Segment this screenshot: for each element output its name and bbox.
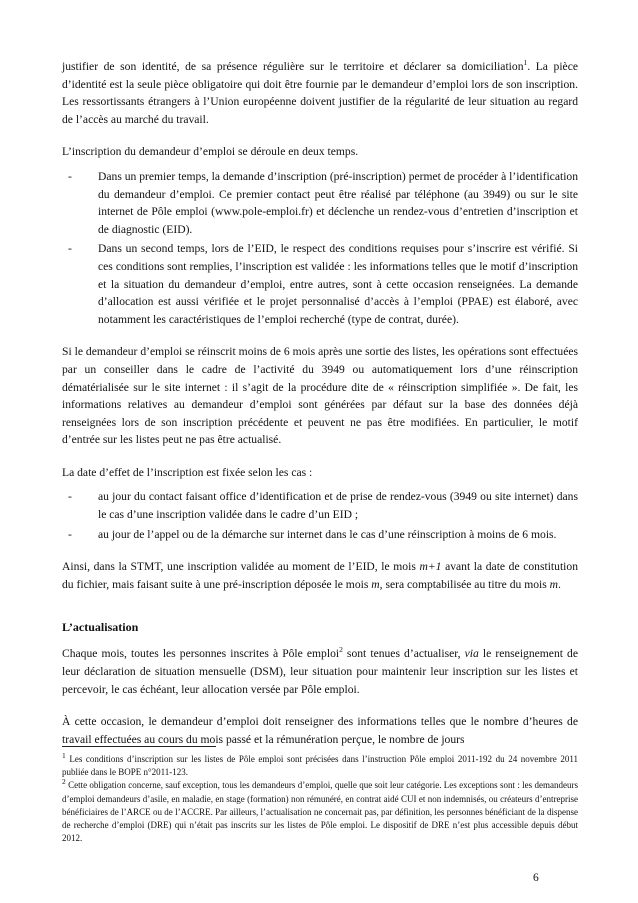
dash-bullet: - — [68, 490, 72, 504]
footnote-text: Cette obligation concerne, sauf exception, tous les demandeurs d’emploi, quelle que soit leur catégorie. Les exceptions sont : les demandeurs d’emploi demandeurs d’asile, en maladie, en stage (formation) non rémunéré, en contrat aidé CUI et non indemnisés, ou créateurs d’entreprise bénéficiaires de l’ARCE ou de l’ACCRE. Par ailleurs, l’actualisation ne concernait pas, par définition, les personnes bénéficiant de la dispense de recherche d’emploi (DRE) qui n’était pas inscrits sur les listes de Pôle emploi. Le dispositif de DRE n’est plus accessible depuis début 2012. — [62, 780, 578, 844]
footnote-2 — [62, 779, 578, 845]
italic-term: via — [464, 647, 479, 661]
list-item — [62, 526, 578, 544]
footnote-ref-2: 2 — [339, 645, 343, 655]
inscription-steps-list — [62, 168, 578, 328]
footnote-separator — [62, 746, 216, 747]
list-item — [62, 488, 578, 523]
paragraph-text: justifier de son identité, de sa présence régulière sur le territoire et déclarer sa domiciliation — [62, 60, 524, 73]
list-item-text: au jour du contact faisant office d’identification et de prise de rendez-vous (3949 ou site internet) dans le cas d’une inscription validée dans le cadre d’un EID ; — [98, 490, 578, 522]
footnote-ref-1: 1 — [523, 58, 528, 68]
list-item-text: Dans un premier temps, la demande d’inscription (pré-inscription) permet de procéder à l’identification du demandeur d’emploi. Ce premier contact peut être réalisé par téléphone (au 3949) ou sur le site internet de Pôle emploi (www.pole-emploi.fr) et déclenche un rendez-vous d’entretien d’inscription et de diagnostic (EID). — [98, 169, 579, 236]
paragraph-text: avant la date de constitution du fichier, mais faisant suite à une pré-inscription déposée le mois — [62, 560, 578, 591]
footnote-text: Les conditions d’inscription sur les listes de Pôle emploi sont précisées dans l’instruction Pôle emploi 2011-192 du 24 novembre 2011 publiée dans le BOPE n°2011-123. — [62, 754, 578, 778]
list-item — [62, 168, 578, 238]
italic-term: m+1 — [419, 560, 442, 574]
effective-date-list — [62, 488, 578, 543]
dash-bullet: - — [68, 527, 72, 541]
paragraph-reinscription: Si le demandeur d’emploi se réinscrit moins de 6 mois après une sortie des listes, les opérations sont effectuées par un conseiller dans le cadre de l’activité du 3949 ou automatiquement lors d’une réinscription dématérialisée sur le site internet : il s’agit de la procédure dite de « réinscription simplifiée ». De fait, les informations relatives au demandeur d’emploi sont générées par défaut sur la base des données déjà renseignées lors de son inscription précédente et peuvent ne pas être modifiées. En particulier, le motif d’entrée sur les listes peut ne pas être actualisé. — [62, 345, 578, 447]
paragraph-two-steps: L’inscription du demandeur d’emploi se déroule en deux temps. — [62, 145, 359, 159]
footnote-1 — [62, 753, 578, 779]
paragraph-text: Ainsi, dans la STMT, une inscription validée au moment de l’EID, le mois — [62, 560, 420, 574]
paragraph-occasion: À cette occasion, le demandeur d’emploi doit renseigner des informations telles que le nombre d’heures de travail effectuées au cours du mois passé et la rémunération perçue, le nombre de jours — [62, 715, 578, 746]
paragraph-text: . La pièce d’identité est la seule pièce obligatoire qui doit être fournie par le demandeur d’emploi lors de son inscription. Les ressortissants étrangers à l’Union européenne doivent justifier de la régularité de leur situation au regard de l’accès au marché du travail. — [62, 60, 578, 126]
list-item — [62, 240, 578, 328]
paragraph-text: Chaque mois, toutes les personnes inscrites à Pôle emploi — [62, 647, 340, 661]
paragraph-text: sera comptabilisée au titre du mois — [382, 577, 550, 591]
list-item-text: au jour de l’appel ou de la démarche sur internet dans le cas d’une réinscription à moins de 6 mois. — [98, 527, 557, 541]
footnote-number: 1 — [62, 751, 66, 760]
italic-term: m — [549, 577, 559, 591]
dash-bullet: - — [68, 242, 72, 256]
footnotes — [62, 746, 578, 845]
italic-term: m, — [371, 577, 383, 591]
body-text — [62, 58, 578, 763]
page-number: 6 — [533, 872, 539, 884]
paragraph-text: . — [558, 577, 561, 591]
paragraph-actualisation — [62, 645, 578, 698]
list-item-text: Dans un second temps, lors de l’EID, le respect des conditions requises pour s’inscrire est vérifié. Si ces conditions sont remplies, l’inscription est validée : les informations telles que le motif d’inscription et la situation du demandeur d’emploi, entre autres, sont à cette occasion renseignées. La demande d’allocation est aussi vérifiée et le projet personnalisé d’accès à l’emploi (PPAE) est élaboré, avec notamment les caractéristiques de l’emploi recherché (type de contrat, durée). — [98, 242, 578, 326]
paragraph-stmt — [62, 558, 578, 593]
section-heading: L’actualisation — [62, 620, 139, 635]
dash-bullet: - — [68, 169, 72, 183]
paragraph-text: sont tenues d’actualiser, — [342, 647, 465, 661]
paragraph-identity — [62, 58, 578, 128]
paragraph-text: le renseignement de leur déclaration de situation mensuelle (DSM), leur situation pour maintenir leur inscription sur les listes et percevoir, le cas échéant, leur allocation versée par Pôle emploi. — [62, 647, 579, 696]
footnote-number: 2 — [62, 777, 66, 787]
paragraph-effective-date: La date d’effet de l’inscription est fixée selon les cas : — [62, 465, 313, 479]
